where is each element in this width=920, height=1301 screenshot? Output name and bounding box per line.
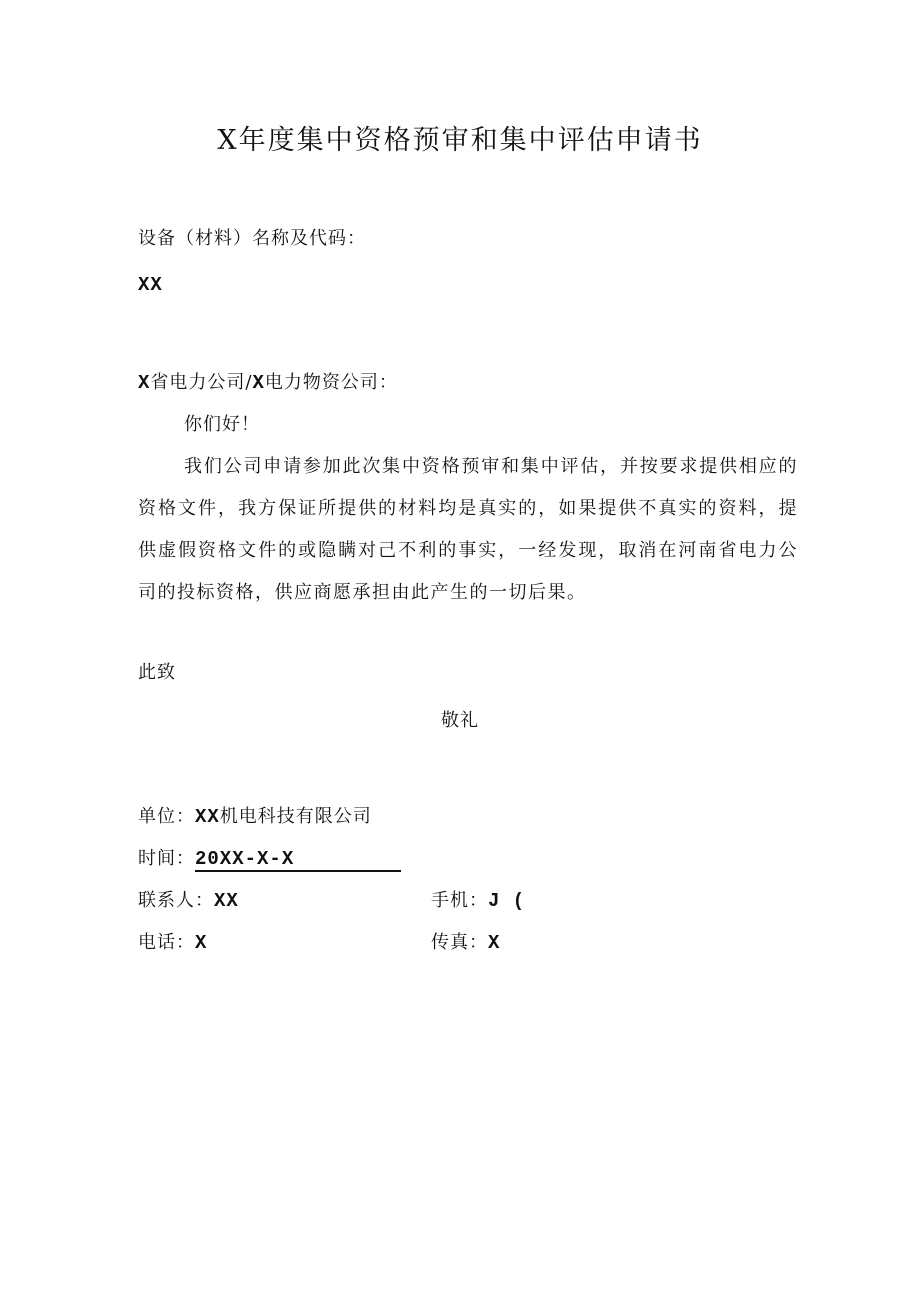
signature-unit <box>138 802 372 828</box>
phone-value: X <box>195 932 208 954</box>
contact-value: XX <box>214 890 239 912</box>
fax-value: X <box>488 932 501 954</box>
unit-label: 单位： <box>138 806 195 827</box>
closing-line-1: 此致 <box>138 662 176 683</box>
time-label: 时间： <box>138 848 195 869</box>
contact-label: 联系人： <box>138 890 214 911</box>
greeting: 你们好！ <box>184 414 260 435</box>
signature-time <box>138 844 401 872</box>
recipient-org1-name: 省电力公司/ <box>150 372 253 393</box>
fax-label: 传真： <box>431 932 488 953</box>
signature-phone <box>138 928 207 954</box>
time-value: 20XX-X-X <box>195 848 401 872</box>
phone-label: 电话： <box>138 932 195 953</box>
mobile-value: J ( <box>488 890 526 912</box>
signature-mobile <box>431 886 525 912</box>
recipient-org2-code: X <box>252 372 265 394</box>
mobile-label: 手机： <box>431 890 488 911</box>
recipient-org2-name: 电力物资公司： <box>264 372 398 393</box>
closing-line-2: 敬礼 <box>441 710 479 731</box>
body-paragraph: 我们公司申请参加此次集中资格预审和集中评估，并按要求提供相应的资格文件，我方保证所提供的材料均是真实的，如果提供不真实的资料，提供虚假资格文件的或隐瞒对己不利的事实，一经发现，取消在河南省电力公司的投标资格，供应商愿承担由此产生的一切后果。 <box>138 456 798 603</box>
unit-name: 机电科技有限公司 <box>219 806 372 827</box>
recipient-line <box>138 368 398 394</box>
unit-code: XX <box>195 806 220 828</box>
equipment-value: XX <box>138 274 163 296</box>
recipient-org1-code: X <box>138 372 151 394</box>
signature-fax <box>431 928 500 954</box>
equipment-label: 设备（材料）名称及代码： <box>138 228 366 249</box>
signature-contact <box>138 886 239 912</box>
document-title: X年度集中资格预审和集中评估申请书 <box>217 125 703 156</box>
